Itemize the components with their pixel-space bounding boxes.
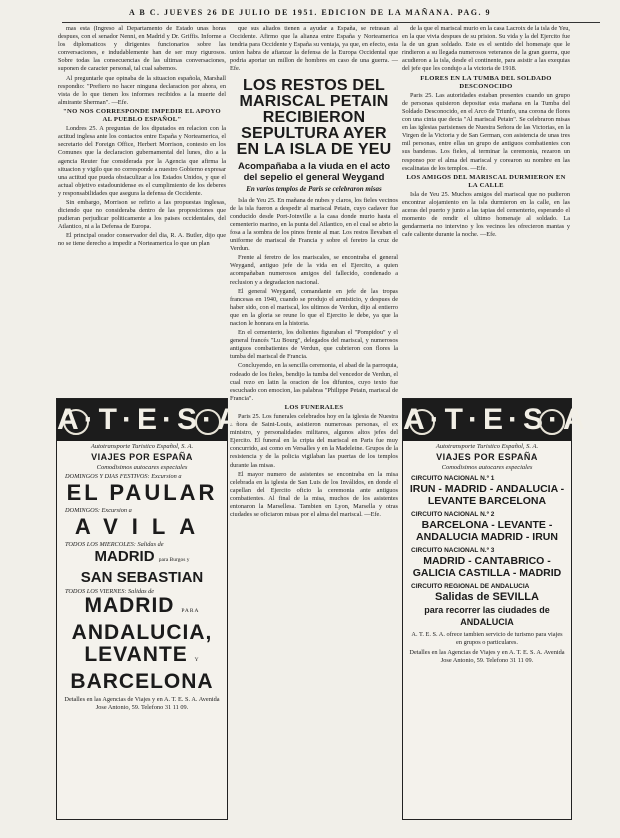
ad-destination: EL PAULAR <box>66 480 218 505</box>
paragraph: Paris 25. Las autoridades estaban presentes cuando un grupo de personas quisieron depositar esta mañana en la Tumba del Soldado Desconocido, en el Arco de Triunfo, una corona de flores con una cinta que decia "Al mariscal Petain". Se celebraron misas en las iglesias parisienses de Nuestra Señora de las Victorias, en la Virgen de la Victoria y de San German, con asistencia de unas tres mil personas, entre ellas un grupo de antiguos combatientes con sus banderas. Los fieles, al terminar la ceremonia, rezaron un responso por el alma del mariscal y corearon su nombre en las escalinatas de los templos. —Efe. <box>402 91 570 172</box>
column-1 <box>58 25 226 393</box>
ad-tagline: Comodisimos autocares especiales <box>441 464 533 471</box>
crest-icon <box>539 409 565 435</box>
subheading: LOS FUNERALES <box>284 403 344 411</box>
ad-title: VIAJES POR ESPAÑA <box>91 452 193 462</box>
ad-destination <box>57 548 227 569</box>
ad-destination-text: MADRID <box>94 548 155 565</box>
ad-label: DOMINGOS: Excursion a <box>65 507 132 514</box>
paragraph: Al preguntarle que opinaba de la situacion española, Marshall respondio: "Prefiero no hacer ninguna declaracion por ahora, en vista de lo que tienen los informes recibidos a la muerte del almirante Sherman". —Efe. <box>58 74 226 106</box>
ad-circuit-label: CIRCUITO REGIONAL DE ANDALUCIA <box>411 583 530 590</box>
paragraph: Concluyendo, en la sencilla ceremonia, el abad de la parroquia, rodeado de los fieles, bendijo la tumba del vencedor de Verdun, el cual rezo en latin la oracion de los difuntos, cuyo texto fue escuchado con emocion, las palabras "Philippe Petain, mariscal de Francia". <box>230 362 398 402</box>
ad-note: PARA <box>181 608 200 614</box>
ad-note: para Burgos y <box>158 557 190 563</box>
header-rule <box>62 22 600 23</box>
ad-destination <box>57 595 227 622</box>
ad-note: A. T. E. S. A. ofrece tambien servicio de turismo para viajes en grupos o particulares. <box>411 631 563 646</box>
subheading: FLORES EN LA TUMBA DEL SOLDADO DESCONOCIDO <box>420 74 552 90</box>
ad-label: DOMINGOS Y DIAS FESTIVOS: Excursion a <box>65 473 182 480</box>
ad-company: Autotransporte Turistico Español, S. A. <box>90 443 194 450</box>
ad-route: Salidas de SEVILLA <box>435 591 539 603</box>
ad-logo: A·T·E·S·A <box>403 403 590 436</box>
paragraph: que sus aliados tienen a ayudar a España, se retrasan al Occidente. Afirmo que la alianza entre España y Norteamerica tendria para Occidente y España su ventaja, ya que, en efecto, esta union habra de afianzar la defensa de la Europa Occidental que podria aportar un millon de hombres en caso de una guerra. —Efe. <box>230 25 398 73</box>
paragraph: Isla de Yeu 25. En mañana de nubes y claros, los fieles vecinos de la isla fueron a despedir al mariscal Petain, cuyo cadaver fue conducido desde Port-Joinville a la casa donde murio hasta el cementerio marino, en la punta del Atlantico, en el cual se abrio la fosa a la sombra de los pinos frente al mar. Los restos llevaban el uniforme de mariscal de Francia y sobre el feretro la cruz de Verdun. <box>230 196 398 253</box>
ad-title: VIAJES POR ESPAÑA <box>436 452 538 462</box>
paragraph: Frente al feretro de los mariscales, se encontraba el general Weygand, antiguo jefe de la vida en el Ejercito, a quien acompañaban numerosos amigos del fallecido, condenado a reclusion y a degradacion nacional. <box>230 254 398 286</box>
ad-footer: Detalles en las Agencias de Viajes y en A. T. E. S. A. Avenida Jose Antonio, 59. Telefono 31 11 09. <box>64 696 220 711</box>
paragraph: Paris 25. Los funerales celebrados hoy en la iglesia de Nuestra Señora de Saint-Louis, asistieron numerosas personas, el ex ministro, y personalidades militares, algunos altos jefes del Ejercito. El funeral en la cripta del mariscal en Paris fue muy concurrido, asi como en Versalles y en la Madeleine. Grupos de la resistencia y de la policia vigilaban las puertas de los templos durante las misas. <box>230 413 398 469</box>
ad-destination: SAN SEBASTIAN <box>80 569 204 586</box>
ad-route: IRUN - MADRID - ANDALUCIA - LEVANTE BARCELONA <box>409 483 565 507</box>
subheading: "NO NOS CORRESPONDE IMPEDIR EL APOYO AL PUEBLO ESPAÑOL" <box>63 107 221 124</box>
page-header: A B C. JUEVES 26 DE JULIO DE 1951. EDICION DE LA MAÑANA. PAG. 9 <box>129 8 491 17</box>
ad-destination-text: MADRID <box>84 594 175 617</box>
headline-subdeck: En varios templos de Paris se celebraron misas <box>246 184 382 193</box>
ad-route: para recorrer las ciudades de ANDALUCIA <box>424 605 550 627</box>
ad-banner <box>403 399 590 441</box>
ad-footer: Detalles en las Agencias de Viajes y en A. T. E. S. A. Avenida Jose Antonio, 59. Telefono 31 11 09. <box>409 649 565 664</box>
ad-destination: AVILA <box>74 514 210 539</box>
ad-logo: A·T·E·S·A <box>57 403 244 436</box>
main-headline: LOS RESTOS DEL MARISCAL PETAIN RECIBIERON SEPULTURA AYER EN LA ISLA DE YEU <box>236 76 392 158</box>
ad-banner <box>57 399 244 441</box>
column-3 <box>402 25 570 393</box>
ad-note: Y <box>194 657 200 663</box>
paragraph: de la que el mariscal murio en la casa Lacroix de la isla de Yeu, en la que vivia despues de su prision. Su vida y la del Ejercito fue la de un gran soldado. Este es el sentido del homenaje que le rindieron a su llegada numerosos veteranos de la gran guerra, que acudieron a la isla, desde el continente, para asistir a las exequias del jefe que les condujo a la victoria de 1918. <box>402 25 570 73</box>
headline-deck: Acompañaba a la viuda en el acto del sepelio el general Weygand <box>237 160 391 183</box>
paragraph: El mayor numero de asistentes se encontraba en la misa celebrada en la iglesia de San Luis de los Inválidos, en donde el capellan del Ejercito oficio la ceremonia ante antiguos combatientes. Al final de la misa, muchos de los asistentes entonaron la Marsellesa. Tambien en Lyon, Marsella y otras ciudades se oficiaron misas por el alma del mariscal. —Efe. <box>230 470 398 519</box>
ad-destination: BARCELONA <box>70 670 214 693</box>
paragraph: El general Weygand, comandante en jefe de las tropas francesas en 1940, cuando se produjo el armisticio, y despues de haber sido, con el mariscal, los ultimos de Verdun, dijo al entierro que en la gloria se reune lo que el Ejercito le debe, ya que la nacion le honrara en la historia. <box>230 287 398 327</box>
ad-destination-text: LEVANTE <box>84 643 188 666</box>
ad-company: Autotransporte Turistico Español, S. A. <box>435 443 539 450</box>
column-2 <box>230 25 398 825</box>
paragraph: El principal orador conservador del dia, R. A. Butler, dijo que no se tiene derecho a impedir a Norteamerica lo que un plan <box>58 232 226 248</box>
paragraph: En el cementerio, los dolientes figuraban el "Pompidou" y el general francés "Lu Bourg", delegados del mariscal, y numerosos antiguos combatientes de Verdun, que cubrieron con flores la tumba del mariscal de Francia. <box>230 329 398 361</box>
paragraph: Sin embargo, Morrison se refirio a las propuestas inglesas, diciendo que no consideraba dentro de las proposiciones que pudieran perjudicar politicamente a los paises occidentales, del Atlantico, ni a la Defensa de Europa. <box>58 198 226 231</box>
ad-circuit-label: CIRCUITO NACIONAL N.º 1 <box>411 475 495 482</box>
paragraph: Londres 25. A preguntas de los diputados en relacion con la actitud inglesa ante los contactos entre España y Norteamerica, el secretario del Foreign Office, Herbert Morrison, contesto en los Comunes que la declaracion gubernamental del lunes, dio a la agencia Reuter fue considerada por la Agencia que afirma la situacion y vigilo que no corresponde a nuestro Gobierno expresar una actitud que pueda obstaculizar a los Estados Unidos, y que el actual objetivo estadounidense es el cumplimiento de los deberes y responsabilidades que asegura la defensa de Occidente. <box>58 125 226 197</box>
atesa-ad-left <box>56 398 244 820</box>
paragraph: mas esta (Ingreso al Departamento de Estado unas horas despues, con el senador Nenni, en Madrid y Dr. Griffis. Informe a los diplomaticos y dirigentes funcionarios sobre las conversaciones, e indudablemente han de ser muy rigurosos. Sobre todas las consecuencias de las ultimas conversaciones, suponen de caracter personal, tal cual sabemos. <box>58 25 226 73</box>
ad-route: MADRID - CANTABRICO - GALICIA CASTILLA - MADRID <box>412 555 562 579</box>
subheading: LOS AMIGOS DEL MARISCAL DURMIERON EN LA CALLE <box>406 173 566 189</box>
ad-destination <box>57 644 227 671</box>
crest-icon <box>195 409 221 435</box>
ad-label: TODOS LOS VIERNES: Salidas de <box>65 588 155 595</box>
atesa-ad-right <box>402 398 590 820</box>
ad-tagline: Comodisimos autocares especiales <box>96 464 188 471</box>
ad-circuit-label: CIRCUITO NACIONAL N.º 3 <box>411 547 495 554</box>
ad-route: BARCELONA - LEVANTE - ANDALUCIA MADRID - IRUN <box>416 519 558 543</box>
ad-label: TODOS LOS MIERCOLES: Salidas de <box>65 541 164 548</box>
ad-destination: ANDALUCIA, <box>71 621 213 644</box>
ad-circuit-label: CIRCUITO NACIONAL N.º 2 <box>411 511 495 518</box>
paragraph: Isla de Yeu 25. Muchos amigos del mariscal que no pudieron encontrar alojamiento en la isla durmieron en la calle, en las aceras del puerto y junto a las tapias del cementerio, esperando el momento de rendir el ultimo homenaje al soldado. La gendarmeria no intervino y los vecinos les ofrecieron mantas y cafe caliente durante la noche. —Efe. <box>402 190 570 239</box>
